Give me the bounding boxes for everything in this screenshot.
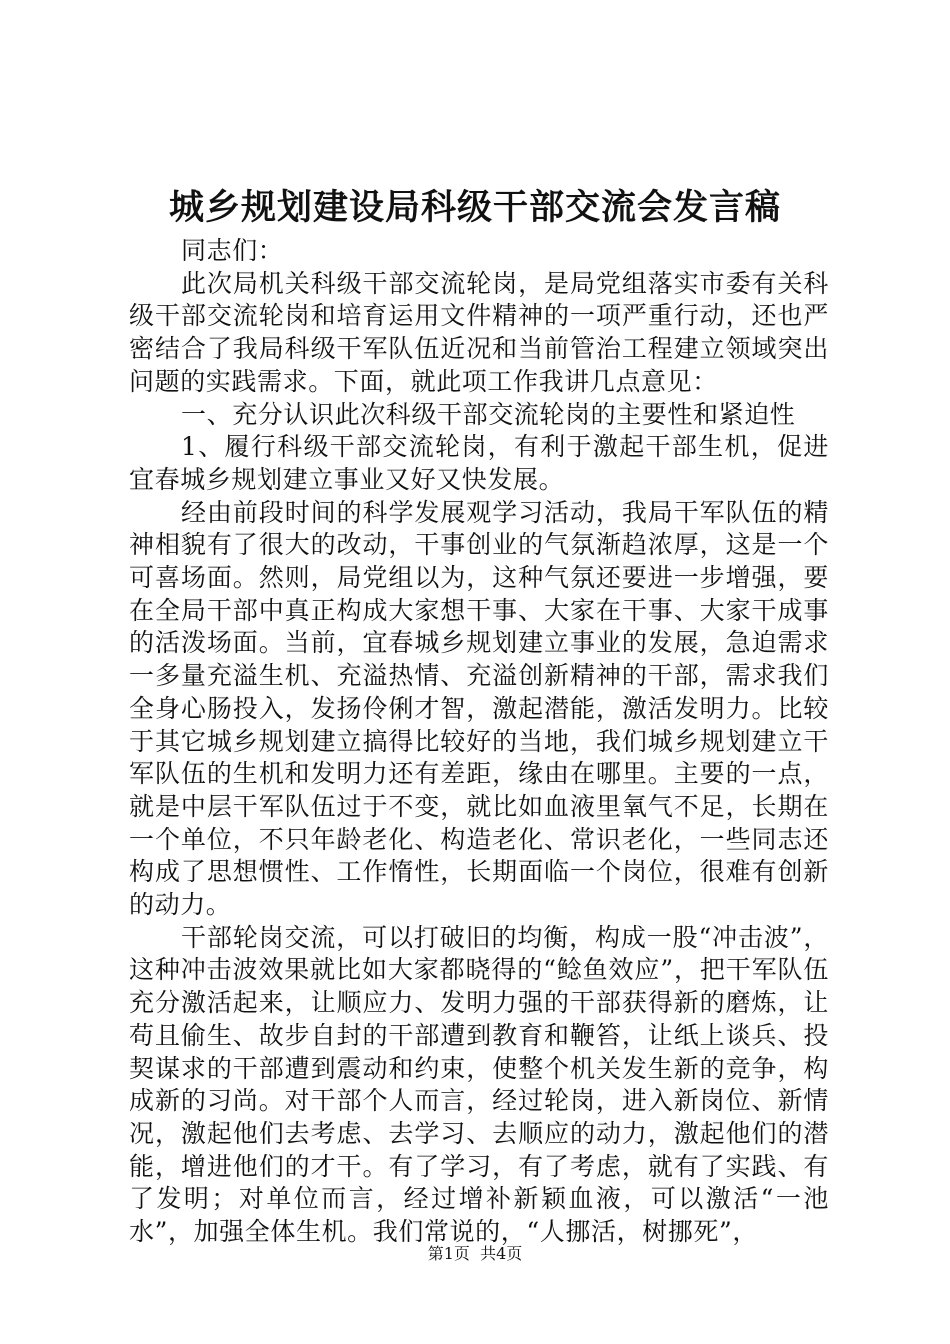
document-body xyxy=(129,235,829,1249)
page-number: 第1页 xyxy=(427,1244,470,1263)
subsection-heading: 1、履行科级干部交流轮岗，有利于激起干部生机，促进宜春城乡规划建立事业又好又快发展。 xyxy=(129,432,829,494)
body-paragraph: 干部轮岗交流，可以打破旧的均衡，构成一股“冲击波”，这种冲击波效果就比如大家都晓得的“鲶鱼效应”，把干军队伍充分激活起来，让顺应力、发明力强的干部获得新的磨炼，让苟且偷生、故步自封的干部遭到教育和鞭笞，让纸上谈兵、投契谋求的干部遭到震动和约束，使整个机关发生新的竞争，构成新的习尚。对干部个人而言，经过轮岗，进入新岗位、新情况，激起他们去考虑、去学习、去顺应的动力，激起他们的潜能，增进他们的才干。有了学习，有了考虑，就有了实践、有了发明；对单位而言，经过增补新颖血液，可以激活“一池水”，加强全体生机。我们常说的，“人挪活，树挪死”， xyxy=(129,922,829,1247)
intro-paragraph: 此次局机关科级干部交流轮岗，是局党组落实市委有关科级干部交流轮岗和培育运用文件精神的一项严重行动，还也严密结合了我局科级干军队伍近况和当前管治工程建立领域突出问题的实践需求。下面，就此项工作我讲几点意见： xyxy=(129,268,829,396)
page-footer xyxy=(0,1244,950,1264)
salutation-paragraph: 同志们： xyxy=(181,236,284,265)
body-paragraph: 经由前段时间的科学发展观学习活动，我局干军队伍的精神相貌有了很大的改动，干事创业的气氛渐趋浓厚，这是一个可喜场面。然则，局党组以为，这种气氛还要进一步增强，要在全局干部中真正构成大家想干事、大家在干事、大家干成事的活泼场面。当前，宜春城乡规划建立事业的发展，急迫需求一多量充溢生机、充溢热情、充溢创新精神的干部，需求我们全身心肠投入，发扬伶俐才智，激起潜能，激活发明力。比较于其它城乡规划建立搞得比较好的当地，我们城乡规划建立干军队伍的生机和发明力还有差距，缘由在哪里。主要的一点，就是中层干军队伍过于不变，就比如血液里氧气不足，长期在一个单位，不只年龄老化、构造老化、常识老化，一些同志还构成了思想惯性、工作惰性，长期面临一个岗位，很难有创新的动力。 xyxy=(129,497,829,920)
total-pages: 共4页 xyxy=(480,1244,523,1263)
document-title: 城乡规划建设局科级干部交流会发言稿 xyxy=(168,188,781,228)
section-heading: 一、充分认识此次科级干部交流轮岗的主要性和紧迫性 xyxy=(181,399,796,429)
